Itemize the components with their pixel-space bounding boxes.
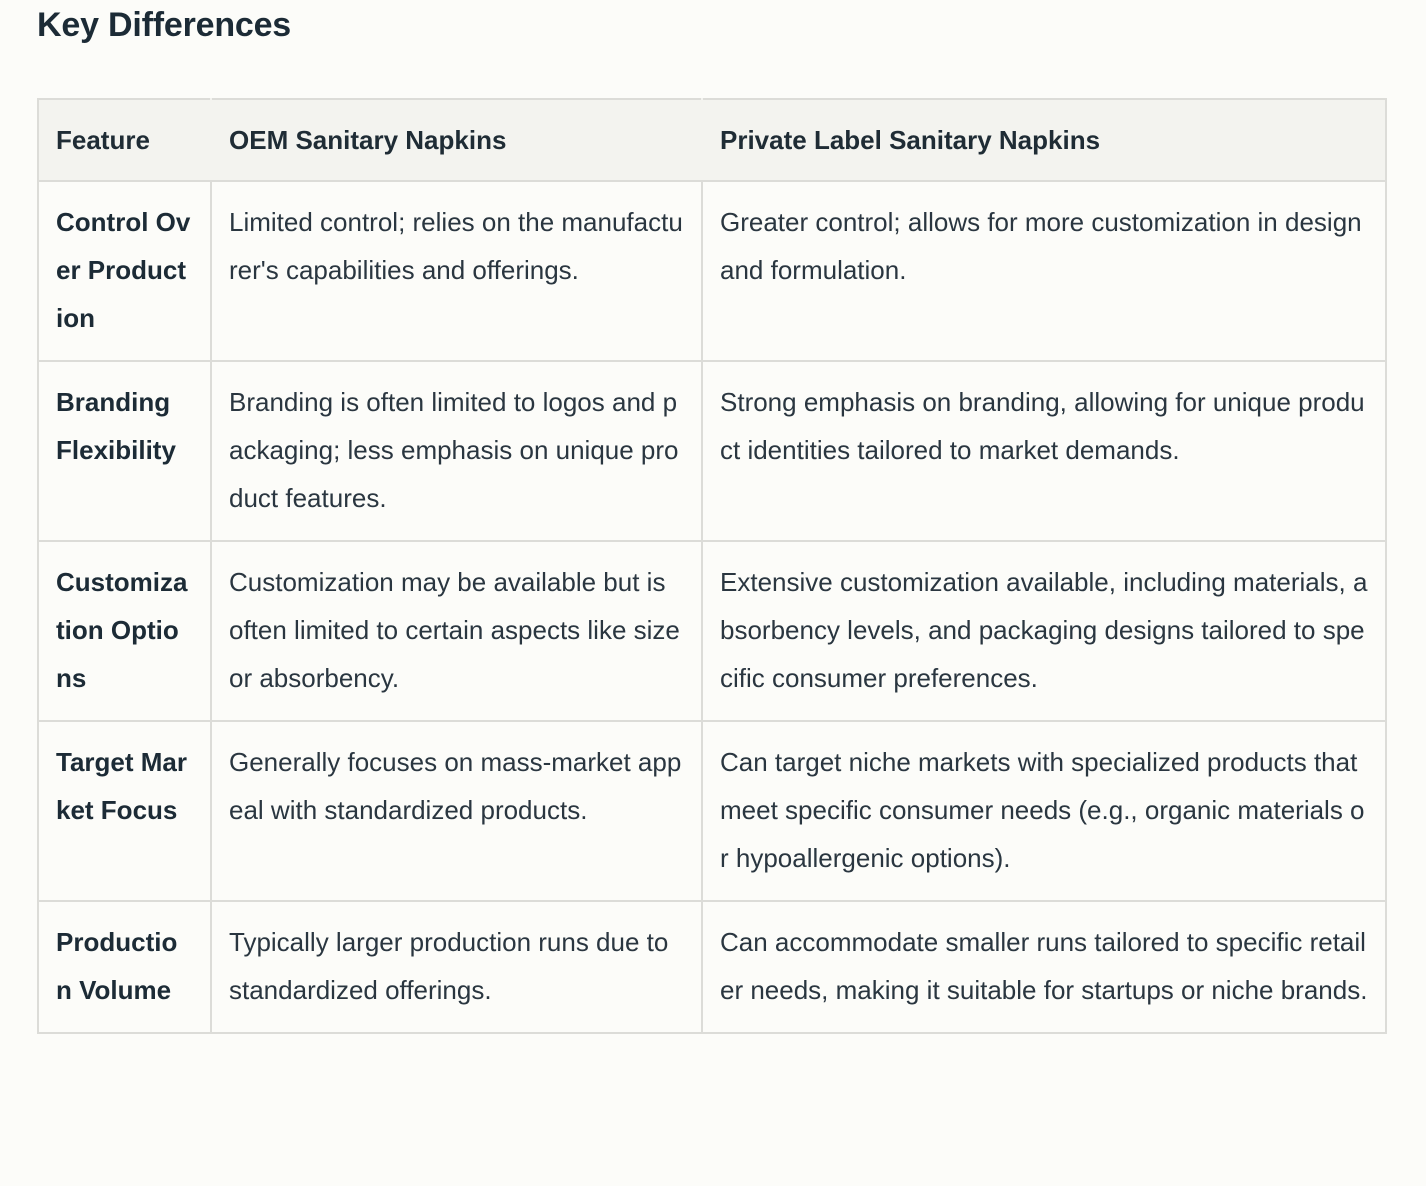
row-feature-cell: Control Over Production	[38, 181, 211, 361]
header-private-label: Private Label Sanitary Napkins	[702, 99, 1386, 181]
row-private-label-cell: Extensive customization available, including materials, absorbency levels, and packaging designs tailored to specific consumer preferences.	[702, 541, 1386, 721]
header-feature: Feature	[38, 99, 211, 181]
row-private-label-cell: Can target niche markets with specialized products that meet specific consumer needs (e.g., organic materials or hypoallergenic options).	[702, 721, 1386, 901]
row-oem-cell: Typically larger production runs due to standardized offerings.	[211, 901, 702, 1033]
key-differences-table	[37, 98, 1387, 1034]
row-feature-cell: Production Volume	[38, 901, 211, 1033]
row-feature-cell: Target Market Focus	[38, 721, 211, 901]
row-oem-cell: Branding is often limited to logos and packaging; less emphasis on unique product features.	[211, 361, 702, 541]
table-row	[38, 181, 1386, 361]
row-oem-cell: Limited control; relies on the manufacturer's capabilities and offerings.	[211, 181, 702, 361]
table-header-row	[38, 99, 1386, 181]
table-row	[38, 901, 1386, 1033]
row-oem-cell: Generally focuses on mass-market appeal with standardized products.	[211, 721, 702, 901]
row-feature-cell: Branding Flexibility	[38, 361, 211, 541]
table-row	[38, 361, 1386, 541]
table-row	[38, 721, 1386, 901]
row-private-label-cell: Strong emphasis on branding, allowing for unique product identities tailored to market demands.	[702, 361, 1386, 541]
row-oem-cell: Customization may be available but is often limited to certain aspects like size or absorbency.	[211, 541, 702, 721]
header-oem: OEM Sanitary Napkins	[211, 99, 702, 181]
row-feature-cell: Customization Options	[38, 541, 211, 721]
row-private-label-cell: Greater control; allows for more customization in design and formulation.	[702, 181, 1386, 361]
row-private-label-cell: Can accommodate smaller runs tailored to specific retailer needs, making it suitable for startups or niche brands.	[702, 901, 1386, 1033]
section-title: Key Differences	[37, 6, 292, 44]
table-row	[38, 541, 1386, 721]
